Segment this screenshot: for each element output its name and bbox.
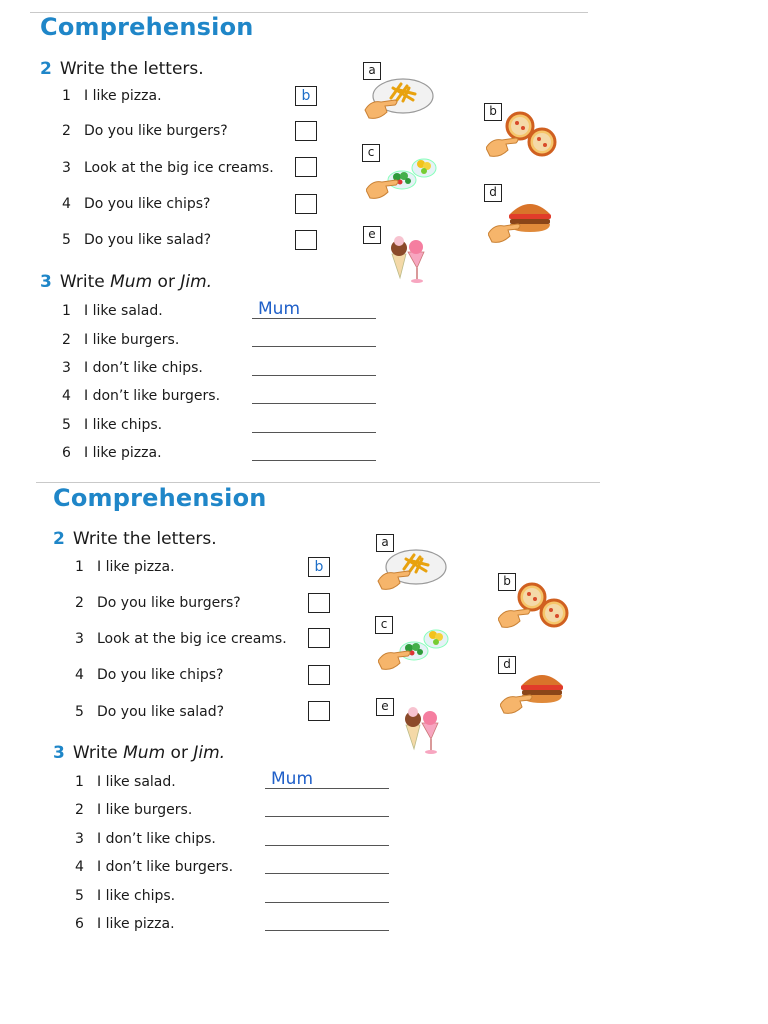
item-text: I don’t like chips. bbox=[84, 360, 203, 376]
item-number: 6 bbox=[62, 445, 71, 461]
answer-line[interactable] bbox=[265, 913, 389, 931]
answer-box[interactable]: b bbox=[308, 557, 330, 577]
item-number: 4 bbox=[62, 196, 71, 212]
instruction-word: Jim. bbox=[180, 272, 213, 292]
item-text: Do you like chips? bbox=[84, 196, 211, 212]
divider bbox=[36, 482, 600, 483]
list-item bbox=[62, 445, 162, 461]
item-number: 2 bbox=[62, 332, 71, 348]
chips-picture bbox=[376, 541, 448, 593]
item-text: I don’t like chips. bbox=[97, 831, 216, 847]
item-number: 5 bbox=[62, 232, 71, 248]
item-number: 2 bbox=[75, 595, 84, 611]
item-text: Do you like burgers? bbox=[84, 123, 228, 139]
section-title: Comprehension bbox=[40, 13, 254, 41]
item-text: Do you like salad? bbox=[84, 232, 212, 248]
list-item bbox=[75, 831, 216, 847]
burger-picture bbox=[500, 667, 566, 719]
item-text: I don’t like burgers. bbox=[97, 859, 234, 875]
answer-line[interactable] bbox=[265, 856, 389, 874]
section-title: Comprehension bbox=[53, 484, 267, 512]
question-number: 3 bbox=[40, 272, 52, 292]
item-number: 1 bbox=[62, 88, 71, 104]
answer-box[interactable]: b bbox=[295, 86, 317, 106]
picture-label-e: e bbox=[376, 698, 394, 716]
list-item bbox=[62, 388, 220, 404]
item-text: Do you like burgers? bbox=[97, 595, 241, 611]
item-text: I like salad. bbox=[84, 303, 163, 319]
item-number: 5 bbox=[75, 888, 84, 904]
item-number: 3 bbox=[75, 831, 84, 847]
answer-line[interactable] bbox=[252, 415, 376, 433]
answer-line[interactable] bbox=[252, 386, 376, 404]
item-text: I like pizza. bbox=[97, 916, 175, 932]
answer-line[interactable] bbox=[252, 358, 376, 376]
item-text: I like burgers. bbox=[84, 332, 180, 348]
answer-box[interactable] bbox=[295, 194, 317, 214]
answer-line[interactable] bbox=[252, 443, 376, 461]
instruction-text: Write bbox=[72, 743, 124, 763]
list-item bbox=[62, 360, 203, 376]
item-text: Do you like salad? bbox=[97, 704, 225, 720]
answer-box[interactable] bbox=[295, 157, 317, 177]
chips-picture bbox=[363, 70, 435, 122]
picture-label-a: a bbox=[376, 534, 394, 552]
salad-picture bbox=[378, 623, 452, 673]
item-text: I like salad. bbox=[97, 774, 176, 790]
answer-box[interactable] bbox=[308, 665, 330, 685]
list-item bbox=[75, 774, 176, 790]
item-number: 4 bbox=[75, 859, 84, 875]
item-text: I like chips. bbox=[97, 888, 176, 904]
question-instruction: Write the letters. bbox=[72, 529, 217, 549]
list-item bbox=[62, 417, 162, 433]
picture-label-c: c bbox=[362, 144, 380, 162]
pizza-picture bbox=[486, 108, 558, 164]
answer-line[interactable] bbox=[265, 799, 389, 817]
list-item bbox=[75, 802, 192, 818]
ice-cream-picture bbox=[398, 699, 446, 755]
list-item bbox=[75, 667, 224, 683]
list-item bbox=[75, 859, 233, 875]
instruction-text: or bbox=[165, 743, 194, 763]
item-number: 2 bbox=[75, 802, 84, 818]
item-number: 1 bbox=[62, 303, 71, 319]
answer-box[interactable] bbox=[308, 593, 330, 613]
answer-box[interactable] bbox=[295, 230, 317, 250]
instruction-word: Mum bbox=[110, 272, 153, 292]
item-number: 4 bbox=[62, 388, 71, 404]
answer-line[interactable]: Mum bbox=[265, 771, 389, 789]
worksheet-section-1 bbox=[0, 0, 768, 470]
salad-picture bbox=[366, 152, 440, 202]
item-text: I like burgers. bbox=[97, 802, 193, 818]
item-number: 3 bbox=[75, 631, 84, 647]
list-item bbox=[62, 160, 274, 176]
answer-line[interactable] bbox=[265, 885, 389, 903]
list-item bbox=[62, 332, 179, 348]
list-item bbox=[75, 916, 175, 932]
instruction-word: Mum bbox=[123, 743, 166, 763]
list-item bbox=[62, 123, 228, 139]
item-number: 5 bbox=[75, 704, 84, 720]
question-3-heading bbox=[53, 743, 225, 763]
item-text: I like pizza. bbox=[97, 559, 175, 575]
question-number: 3 bbox=[53, 743, 65, 763]
list-item bbox=[75, 595, 241, 611]
list-item bbox=[62, 88, 162, 104]
item-number: 3 bbox=[62, 160, 71, 176]
list-item bbox=[75, 888, 175, 904]
picture-label-e: e bbox=[363, 226, 381, 244]
question-2-heading bbox=[53, 529, 217, 549]
item-text: I like pizza. bbox=[84, 88, 162, 104]
item-number: 6 bbox=[75, 916, 84, 932]
picture-label-b: b bbox=[498, 573, 516, 591]
instruction-text: Write bbox=[59, 272, 111, 292]
list-item bbox=[75, 559, 175, 575]
question-3-heading bbox=[40, 272, 212, 292]
ice-cream-picture bbox=[384, 228, 432, 284]
item-number: 3 bbox=[62, 360, 71, 376]
answer-box[interactable] bbox=[308, 701, 330, 721]
item-text: Look at the big ice creams. bbox=[84, 160, 274, 176]
answer-box[interactable] bbox=[308, 628, 330, 648]
worksheet-section-2 bbox=[0, 471, 768, 941]
list-item bbox=[75, 631, 287, 647]
answer-box[interactable] bbox=[295, 121, 317, 141]
question-number: 2 bbox=[53, 529, 65, 549]
picture-label-c: c bbox=[375, 616, 393, 634]
item-text: I don’t like burgers. bbox=[84, 388, 221, 404]
item-number: 1 bbox=[75, 559, 84, 575]
item-text: Look at the big ice creams. bbox=[97, 631, 287, 647]
question-instruction: Write the letters. bbox=[59, 59, 204, 79]
list-item bbox=[62, 196, 211, 212]
item-text: I like pizza. bbox=[84, 445, 162, 461]
question-number: 2 bbox=[40, 59, 52, 79]
pizza-picture bbox=[498, 579, 570, 635]
list-item bbox=[62, 303, 163, 319]
item-text: I like chips. bbox=[84, 417, 163, 433]
item-number: 2 bbox=[62, 123, 71, 139]
answer-line[interactable] bbox=[265, 828, 389, 846]
item-text: Do you like chips? bbox=[97, 667, 224, 683]
picture-label-d: d bbox=[498, 656, 516, 674]
answer-line[interactable]: Mum bbox=[252, 301, 376, 319]
instruction-text: or bbox=[152, 272, 181, 292]
picture-label-a: a bbox=[363, 62, 381, 80]
burger-picture bbox=[488, 196, 554, 248]
answer-line[interactable] bbox=[252, 329, 376, 347]
item-number: 5 bbox=[62, 417, 71, 433]
list-item bbox=[75, 704, 224, 720]
instruction-word: Jim. bbox=[193, 743, 226, 763]
item-number: 4 bbox=[75, 667, 84, 683]
item-number: 1 bbox=[75, 774, 84, 790]
picture-label-b: b bbox=[484, 103, 502, 121]
list-item bbox=[62, 232, 211, 248]
picture-label-d: d bbox=[484, 184, 502, 202]
question-2-heading bbox=[40, 59, 204, 79]
